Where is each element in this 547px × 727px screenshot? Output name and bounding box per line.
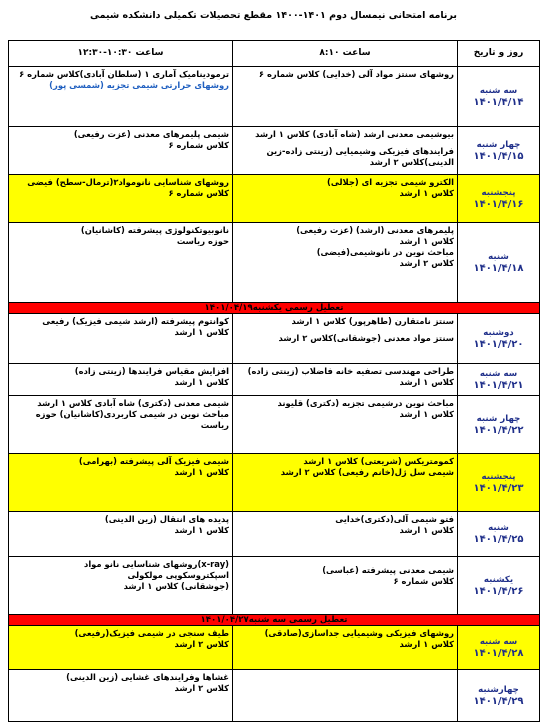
exam-line: (جوشقانی) کلاس ۱ ارشد (123, 581, 229, 591)
table-row (9, 670, 540, 722)
exam-line: نانوبیوتکنولوژی پیشرفته (کاشانیان) (80, 225, 229, 235)
holiday-label: تعطیل رسمی یکشنبه۱۴۰۱/۰۴/۱۹ (9, 303, 540, 314)
exam-cell-slot-1 (233, 223, 458, 303)
day-cell (458, 454, 540, 512)
day-name: پنجشنبه (481, 187, 516, 198)
table-row (9, 127, 540, 175)
exam-cell-slot-2 (9, 364, 233, 396)
exam-line: ترمودینامیک آماری ۱ (سلطان آبادی)کلاس شماره ۶ (19, 69, 229, 79)
exam-cell-slot-1 (233, 396, 458, 454)
day-date: ۱۴۰۱/۴/۲۵ (473, 534, 524, 545)
exam-cell-slot-2 (9, 626, 233, 670)
day-date: ۱۴۰۱/۴/۱۸ (473, 262, 524, 274)
day-name: چهارشنبه (478, 684, 519, 695)
exam-cell-slot-2 (9, 127, 233, 175)
table-row (9, 396, 540, 454)
exam-cell-slot-2 (9, 67, 233, 127)
table-row (9, 175, 540, 223)
exam-cell-slot-1 (233, 454, 458, 512)
exam-line: کلاس ۱ ارشد (399, 377, 454, 387)
exam-cell-slot-2 (9, 223, 233, 303)
exam-line: شیمی پلیمرهای معدنی (عزت رفیعی) (73, 129, 229, 139)
day-name: سه شنبه (479, 85, 518, 96)
exam-cell-slot-2 (9, 512, 233, 557)
exam-line: مباحث نوین درشیمی تجزیه (دکتری) قلیوند (277, 398, 454, 408)
holiday-row (9, 615, 540, 626)
day-date: ۱۴۰۱/۴/۲۱ (473, 379, 524, 391)
exam-line: شیمی فیزیک آلی پیشرفته (بهرامی) (78, 456, 229, 466)
exam-line: کوانتوم پیشرفته (ارشد شیمی فیزیک) رفیعی (42, 316, 229, 326)
exam-line: کلاس ۱ ارشد (174, 467, 229, 477)
day-name: پنجشنبه (481, 471, 516, 482)
day-name: یکشنبه (483, 574, 514, 585)
exam-line: طراحی مهندسی تصفیه خانه فاضلاب (زینتی زاده) (247, 366, 454, 376)
day-cell (458, 670, 540, 722)
exam-line: غشاها وفرایندهای غشایی (زین الدینی) (66, 672, 229, 682)
exam-line: روشهای شناسایی نانومواد۲(ترمال-سطح) فیضی (27, 177, 229, 187)
exam-cell-slot-2 (9, 314, 233, 364)
day-cell (458, 314, 540, 364)
exam-line-highlight: روشهای حرارتی شیمی تجزیه (شمسی پور) (49, 80, 229, 90)
exam-cell-slot-1 (233, 512, 458, 557)
exam-line: روشهای سنتز مواد آلی (خدایی) کلاس شماره ۶ (258, 69, 454, 79)
day-name: شنبه (488, 523, 509, 533)
holiday-row (9, 303, 540, 314)
exam-line: کلاس ۱ ارشد (174, 525, 229, 535)
exam-line: شیمی معدنی (دکتری) شاه آبادی کلاس ۱ ارشد (37, 398, 229, 408)
schedule-table (8, 40, 540, 722)
exam-line: (x-ray)روشهای شناسایی نانو مواد (84, 559, 229, 569)
day-cell (458, 223, 540, 303)
day-name: سه شنبه (479, 636, 518, 647)
exam-cell-slot-2 (9, 175, 233, 223)
exam-line: مباحث نوین در شیمی کاربردی(کاشانیان) حوزه ریاست (35, 409, 229, 430)
exam-line: شیمی سل ژل(خانم رفیعی) کلاس ۲ ارشد (280, 467, 454, 477)
exam-cell-slot-1 (233, 557, 458, 615)
exam-line: کلاس ۱ ارشد (174, 327, 229, 337)
table-row (9, 454, 540, 512)
exam-line: الکترو شیمی تجزیه ای (جلالی) (327, 177, 454, 187)
exam-cell-slot-1 (233, 67, 458, 127)
exam-cell-slot-1 (233, 175, 458, 223)
exam-cell-slot-1 (233, 364, 458, 396)
exam-line: کلاس شماره ۶ (168, 140, 229, 150)
exam-line: اسپکتروسکوپی مولکولی (127, 570, 229, 580)
day-name: سه شنبه (479, 368, 518, 379)
day-cell (458, 557, 540, 615)
exam-line: کلاس ۲ ارشد (174, 639, 229, 649)
day-name: دوشنبه (483, 327, 514, 338)
day-date: ۱۴۰۱/۴/۱۶ (473, 198, 524, 210)
exam-cell-slot-2 (9, 396, 233, 454)
table-header-row (9, 41, 540, 67)
day-date: ۱۴۰۱/۴/۲۸ (473, 647, 524, 659)
exam-line: طیف سنجی در شیمی فیزیک(رفیعی) (74, 628, 229, 638)
exam-cell-slot-1 (233, 127, 458, 175)
day-date: ۱۴۰۱/۴/۲۰ (473, 338, 524, 350)
day-date: ۱۴۰۱/۴/۱۵ (473, 150, 524, 162)
day-date: ۱۴۰۱/۴/۲۲ (473, 424, 524, 436)
table-row (9, 557, 540, 615)
day-cell (458, 396, 540, 454)
exam-line: فرایندهای فیزیکی وشیمیایی (زینتی زاده-زین الدینی)کلاس ۲ ارشد (266, 146, 454, 167)
day-name: چهار شنبه (476, 413, 521, 424)
exam-line: کلاس ۲ ارشد (174, 683, 229, 693)
day-date: ۱۴۰۱/۴/۲۹ (473, 695, 524, 707)
day-cell (458, 364, 540, 396)
day-cell (458, 626, 540, 670)
holiday-label: تعطیل رسمی سه شنبه۱۴۰۱/۰۴/۲۷ (9, 615, 540, 626)
exam-line: فتو شیمی آلی(دکتری)خدایی (335, 514, 454, 524)
exam-line: حوزه ریاست (176, 236, 229, 246)
day-cell (458, 512, 540, 557)
exam-line: پدیده های انتقال (زین الدینی) (104, 514, 229, 524)
exam-line: کلاس ۱ ارشد (174, 377, 229, 387)
exam-line: سنتز مواد معدنی (جوشقانی)کلاس ۲ ارشد (278, 333, 454, 343)
exam-line: شیمی معدنی پیشرفته (عباسی) (322, 565, 454, 575)
day-cell (458, 67, 540, 127)
table-row (9, 364, 540, 396)
exam-line: کلاس شماره ۶ (168, 188, 229, 198)
day-name: شنبه (488, 251, 509, 262)
exam-line: بیوشیمی معدنی ارشد (شاه آبادی) کلاس ۱ ارشد (255, 129, 454, 139)
exam-line: کلاس ۲ ارشد (399, 258, 454, 268)
exam-cell-slot-1 (233, 626, 458, 670)
exam-cell-slot-2 (9, 454, 233, 512)
day-column-header: روز و تاریخ (458, 41, 540, 67)
page-title: برنامه امتحانی نیمسال دوم ۱۴۰۱-۱۴۰۰ مقطع تحصیلات تکمیلی دانشکده شیمی (90, 10, 457, 21)
day-cell (458, 127, 540, 175)
exam-line: کلاس ۱ ارشد (399, 236, 454, 246)
exam-cell-slot-2 (9, 670, 233, 722)
exam-cell-slot-1 (233, 670, 458, 722)
table-row (9, 223, 540, 303)
day-date: ۱۴۰۱/۴/۱۴ (473, 96, 524, 108)
table-row (9, 626, 540, 670)
exam-cell-slot-1 (233, 314, 458, 364)
exam-line: کلاس ۱ ارشد (399, 639, 454, 649)
exam-line: مباحث نوین در نانوشیمی(فیضی) (316, 247, 454, 257)
day-name: چهار شنبه (476, 139, 521, 150)
table-row (9, 512, 540, 557)
exam-line: کلاس ۱ ارشد (399, 188, 454, 198)
exam-line: روشهای فیزیکی وشیمیایی جداسازی(صادقی) (264, 628, 454, 638)
time-slot-2-header: ساعت ۱۰:۳۰-۱۲:۳۰ (9, 41, 233, 67)
exam-line: افزایش مقیاس فرایندها (زینتی زاده) (74, 366, 229, 376)
exam-line: کلاس شماره ۶ (393, 576, 454, 586)
day-cell (458, 175, 540, 223)
exam-line: پلیمرهای معدنی (ارشد) (عزت رفیعی) (296, 225, 454, 235)
exam-line: کلاس ۱ ارشد (399, 525, 454, 535)
exam-cell-slot-2 (9, 557, 233, 615)
table-row (9, 67, 540, 127)
exam-line: سنتز نامتقارن (طاهرپور) کلاس ۱ ارشد (291, 316, 454, 326)
time-slot-1-header: ساعت ۸:۱۰ (233, 41, 458, 67)
exam-line: کمومتریکس (شریعتی) کلاس ۱ ارشد (303, 456, 454, 466)
day-date: ۱۴۰۱/۴/۲۶ (473, 585, 524, 597)
table-row (9, 314, 540, 364)
exam-line: کلاس ۱ ارشد (399, 409, 454, 419)
day-date: ۱۴۰۱/۴/۲۳ (473, 482, 524, 494)
